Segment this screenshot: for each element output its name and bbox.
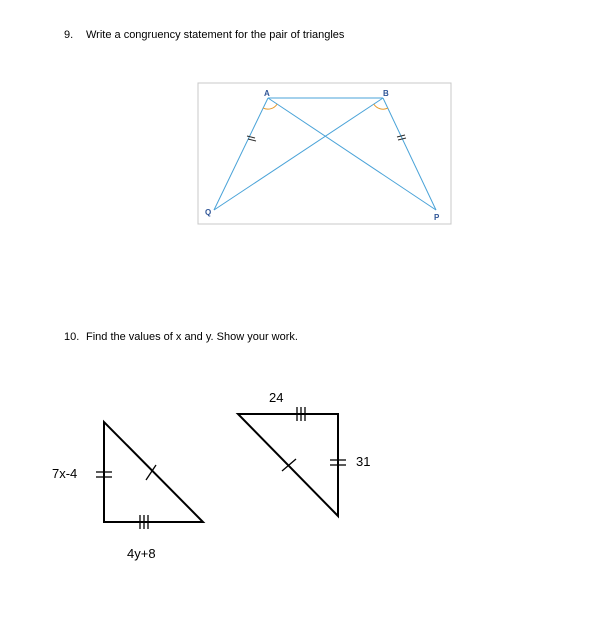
right-triangle-outline [238, 414, 338, 516]
segment-bq [214, 98, 383, 210]
angle-mark-a [263, 104, 277, 109]
figure-congruent-triangles [198, 83, 451, 224]
figure-frame [198, 83, 451, 224]
question-10-number: 10. [64, 331, 80, 343]
left-bottom-label: 4y+8 [127, 546, 156, 561]
segment-ap [268, 98, 436, 210]
segment-aq [214, 98, 268, 210]
left-vertical-label: 7x-4 [52, 466, 78, 481]
left-triangle-outline [104, 422, 203, 522]
point-label-a: A [264, 89, 270, 98]
point-label-q: Q [205, 208, 212, 217]
point-label-p: P [434, 213, 440, 222]
question-9-text: Write a congruency statement for the pair of triangles [86, 29, 345, 41]
right-top-label: 24 [269, 390, 284, 405]
figure-right-triangle [238, 390, 370, 516]
question-10-text: Find the values of x and y. Show your work. [86, 331, 298, 343]
question-9-number: 9. [64, 29, 74, 41]
segment-bp [383, 98, 436, 210]
figure-left-triangle [52, 422, 203, 561]
point-label-b: B [383, 89, 389, 98]
right-vertical-label: 31 [356, 454, 371, 469]
